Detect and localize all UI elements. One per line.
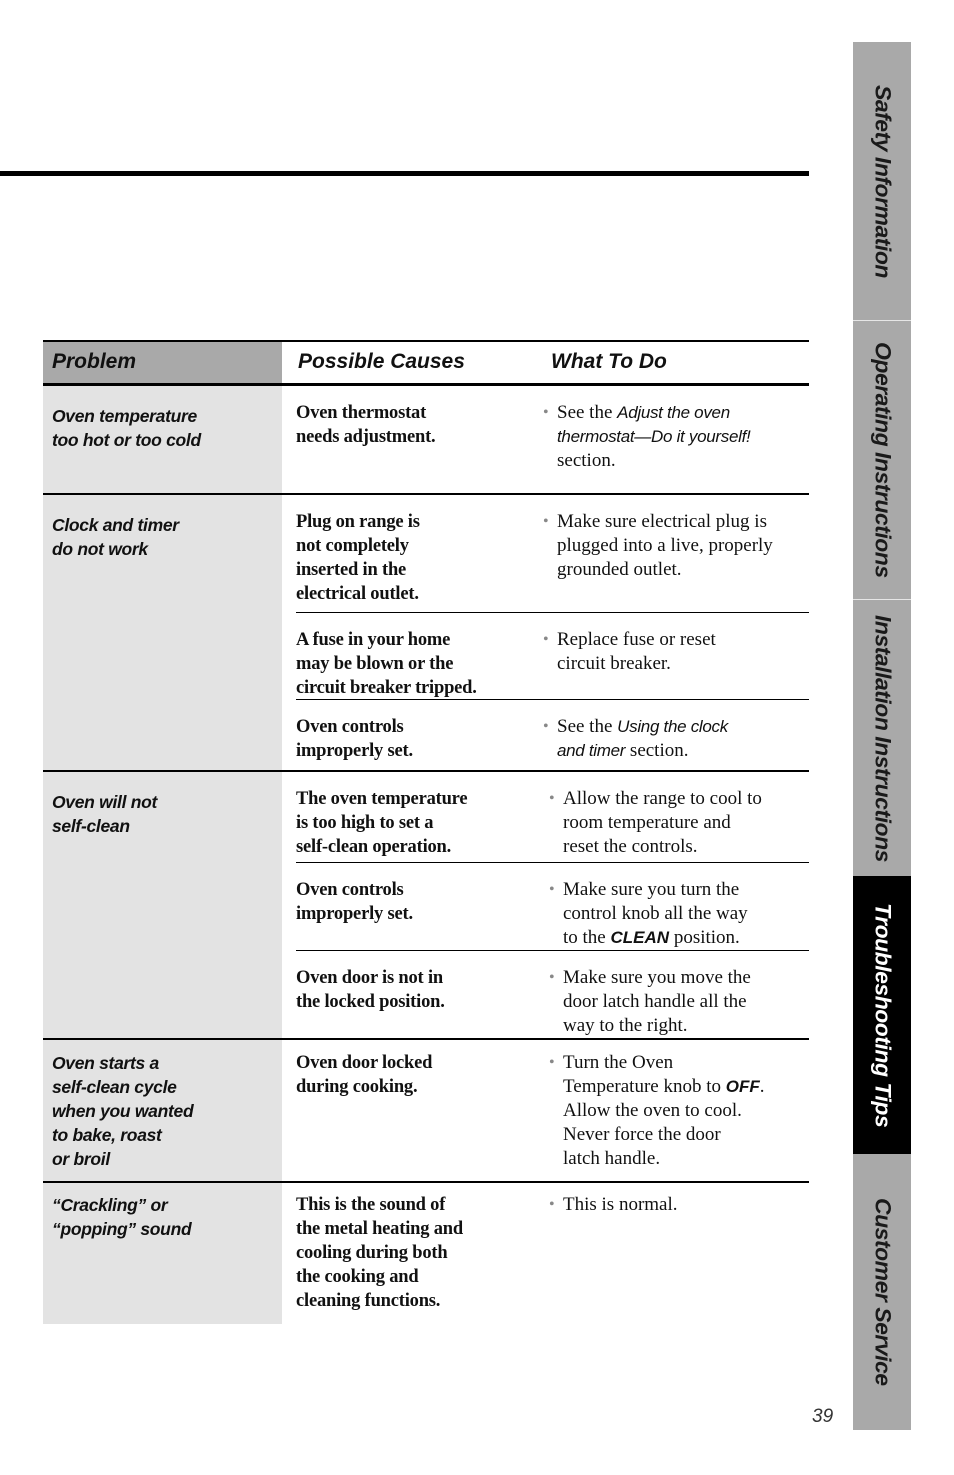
bullet-icon: • — [543, 404, 549, 421]
tab-label: Safety Information — [870, 84, 895, 278]
todo-pre: See the — [557, 402, 618, 423]
todo-em: CLEAN — [610, 928, 670, 947]
todo-post: . Allow the oven to cool. Never force the door latch handle. — [563, 1076, 765, 1169]
tab-label: Installation Instructions — [870, 614, 895, 862]
cause-text: Oven controls improperly set. — [296, 880, 413, 924]
todo-text — [549, 787, 815, 859]
cause-text: Plug on range is not completely inserted in the electrical outlet. — [296, 512, 420, 604]
todo-em: OFF — [725, 1077, 760, 1096]
todo-text — [549, 878, 815, 950]
tab-troubleshooting-tips[interactable] — [853, 876, 911, 1154]
todo-pre: Make sure electrical plug is plugged into a live, properly grounded outlet. — [557, 511, 773, 580]
problem-text: Oven temperature too hot or too cold — [52, 406, 201, 450]
bullet-icon: • — [543, 631, 549, 648]
todo-text — [549, 1193, 815, 1217]
bullet-icon: • — [543, 718, 549, 735]
todo-text — [543, 715, 809, 763]
todo-pre: Replace fuse or reset circuit breaker. — [557, 629, 716, 674]
table-group — [43, 772, 809, 1040]
page-number: 39 — [812, 1406, 834, 1427]
cause-text: Oven door locked during cooking. — [296, 1053, 433, 1097]
problem-text: Oven will not self-clean — [52, 792, 157, 836]
tab-safety-information[interactable] — [853, 42, 911, 320]
todo-pre: This is normal. — [563, 1194, 678, 1215]
tab-installation-instructions[interactable] — [853, 600, 911, 876]
cause-text: Oven thermostat needs adjustment. — [296, 403, 436, 447]
todo-post: position. — [669, 927, 740, 948]
problem-text: “Crackling” or “popping” sound — [52, 1195, 192, 1239]
header-problem: Problem — [52, 350, 137, 373]
cause-text: This is the sound of the metal heating and cooling during both the cooking and cleaning functions. — [296, 1195, 463, 1311]
problem-text: Clock and timer do not work — [52, 515, 179, 559]
table-row — [296, 699, 809, 770]
header-possible-causes: Possible Causes — [298, 350, 465, 373]
section-tabs — [853, 42, 911, 1430]
table-row — [296, 495, 809, 612]
todo-post: section. — [625, 740, 689, 761]
todo-pre: Turn the Oven Temperature knob to — [563, 1052, 722, 1097]
table-row — [296, 612, 809, 699]
tab-customer-service[interactable] — [853, 1154, 911, 1430]
cause-text: A fuse in your home may be blown or the circuit breaker tripped. — [296, 630, 477, 698]
todo-pre: Make sure you turn the control knob all the way to the — [563, 879, 748, 948]
table-group — [43, 1183, 809, 1324]
todo-text — [549, 966, 815, 1038]
troubleshooting-table — [43, 340, 809, 1324]
problem-text: Oven starts a self-clean cycle when you wanted to bake, roast or broil — [52, 1053, 194, 1169]
table-row — [296, 1040, 809, 1181]
bullet-icon: • — [549, 881, 555, 898]
bullet-icon: • — [543, 513, 549, 530]
table-row — [296, 1183, 809, 1324]
table-group — [43, 495, 809, 772]
table-row — [296, 386, 809, 493]
tab-label: Troubleshooting Tips — [870, 902, 895, 1128]
table-row — [296, 862, 809, 950]
tab-label: Customer Service — [870, 1198, 895, 1386]
table-row — [296, 772, 809, 862]
bullet-icon: • — [549, 1196, 555, 1213]
table-group — [43, 1040, 809, 1183]
todo-em: Adjust the oven thermostat—Do it yourself! — [557, 403, 751, 446]
todo-text — [549, 1051, 815, 1171]
todo-em: Using the clock and timer — [557, 717, 728, 760]
cause-text: Oven controls improperly set. — [296, 717, 413, 761]
todo-post: section. — [557, 450, 616, 471]
cause-text: The oven temperature is too high to set a self-clean operation. — [296, 789, 468, 857]
header-what-to-do: What To Do — [551, 350, 667, 373]
tab-label: Operating Instructions — [870, 342, 895, 578]
tab-operating-instructions[interactable] — [853, 321, 911, 599]
todo-pre: Allow the range to cool to room temperature and reset the controls. — [563, 788, 762, 857]
todo-text — [543, 401, 809, 473]
top-rule — [0, 171, 809, 176]
todo-text — [543, 628, 809, 676]
todo-pre: See the — [557, 716, 618, 737]
todo-pre: Make sure you move the door latch handle all the way to the right. — [563, 967, 751, 1036]
todo-text — [543, 510, 809, 582]
table-row — [296, 950, 809, 1038]
bullet-icon: • — [549, 790, 555, 807]
table-group — [43, 386, 809, 495]
bullet-icon: • — [549, 969, 555, 986]
table-header — [43, 340, 809, 386]
bullet-icon: • — [549, 1054, 555, 1071]
cause-text: Oven door is not in the locked position. — [296, 968, 445, 1012]
